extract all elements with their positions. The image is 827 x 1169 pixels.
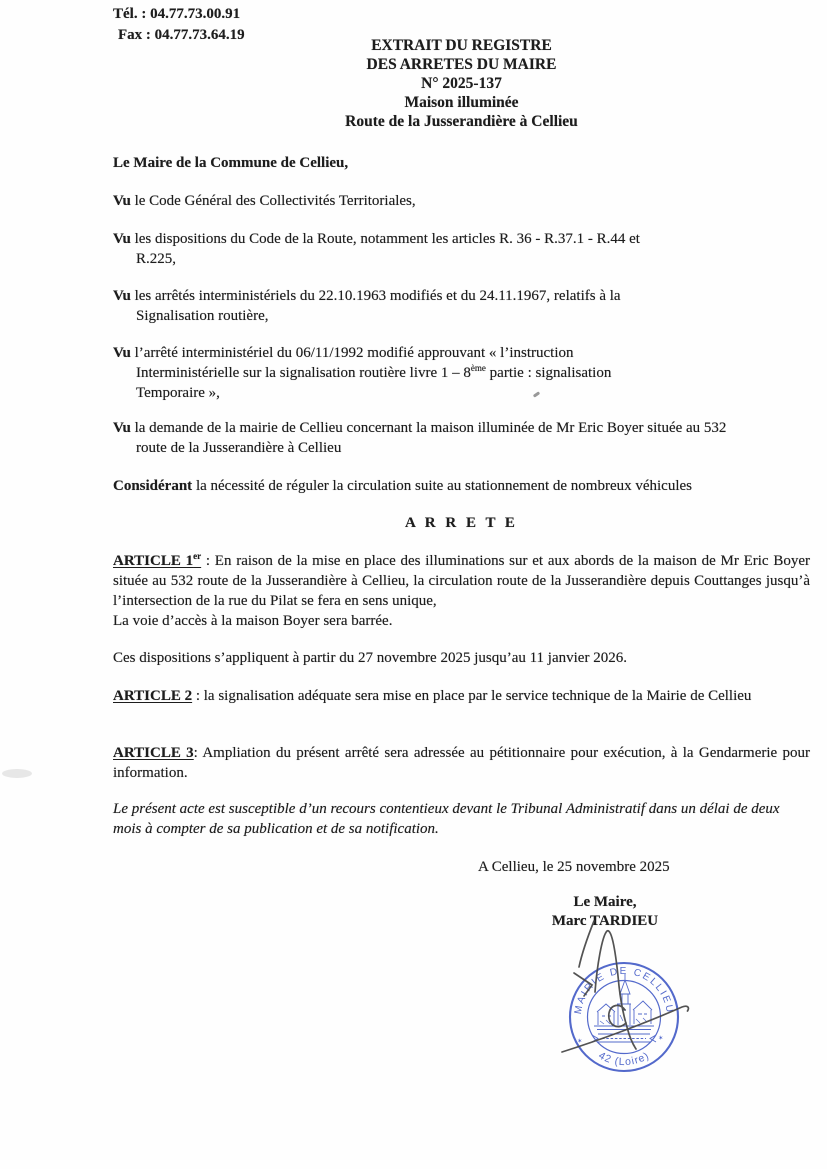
salutation: Le Maire de la Commune de Cellieu,	[113, 155, 349, 171]
star-icon: ✶	[577, 1038, 583, 1045]
fax-line: Fax : 04.77.73.64.19	[118, 27, 245, 43]
article-2-text: : la signalisation adéquate sera mise en place par le service technique de la Mairie de Cellieu	[192, 688, 752, 704]
article-1-access-line: La voie d’accès à la maison Boyer sera barrée.	[113, 613, 393, 629]
title-line-registre: EXTRAIT DU REGISTRE	[371, 37, 552, 54]
place-date-line: A Cellieu, le 25 novembre 2025	[478, 859, 670, 875]
article-1-text: : En raison de la mise en place des illuminations sur et aux abords de la maison de Mr Eric Boyer située au 532 route de la Jusserandière à Cellieu, la circulation route de la Jusserandière depuis Couttanges jusqu’à l’intersection de la rue du Pilat se fera en sens unique,	[113, 553, 811, 609]
vu-text: la demande de la mairie de Cellieu concernant la maison illuminée de Mr Eric Boyer située au 532	[130, 420, 727, 436]
star-icon: ✶	[658, 1035, 664, 1042]
ordinal-superscript: ème	[470, 363, 486, 373]
vu-text-continuation: R.225,	[136, 251, 177, 267]
vu-text-continuation: Interministérielle sur la signalisation routière livre 1 – 8	[136, 365, 471, 381]
article-2-label: ARTICLE 2	[113, 688, 193, 704]
vu-text-continuation: Temporaire »,	[136, 385, 220, 401]
crest-ground-lines	[594, 1026, 654, 1030]
title-block	[113, 36, 810, 131]
signature-stroke	[595, 931, 636, 1049]
vu-lead: Vu	[113, 288, 131, 304]
stamp-top-text: MAIRIE DE CELLIEU	[572, 965, 676, 1015]
article-3-text: : Ampliation du présent arrêté sera adressée au pétitionnaire pour exécution, à la Gendarmerie pour information.	[113, 745, 810, 781]
vu-lead: Vu	[113, 231, 131, 247]
ordinal-superscript: er	[193, 551, 202, 561]
vu-clause-5	[113, 418, 827, 458]
vu-clause-1	[113, 191, 827, 211]
vu-text: l’arrêté interministériel du 06/11/1992 modifié approuvant « l’instruction	[130, 345, 574, 361]
considerant-text: la nécessité de réguler la circulation suite au stationnement de nombreux véhicules	[192, 478, 693, 494]
vu-clause-4	[113, 343, 827, 403]
vu-clause-2	[113, 229, 827, 269]
recours-notice: Le présent acte est susceptible d’un recours contentieux devant le Tribunal Administratif dans un délai de deux mois à compter de sa publication et de sa notification.	[113, 801, 780, 837]
phone-line: Tél. : 04.77.73.00.91	[113, 6, 241, 22]
title-line-number: N° 2025-137	[421, 75, 502, 92]
considerant-clause	[113, 476, 810, 496]
arrete-heading: A R R E T E	[405, 515, 518, 531]
vu-text: le Code Général des Collectivités Territoriales,	[130, 193, 416, 209]
vu-lead: Vu	[113, 420, 131, 436]
article-1-paragraph	[113, 551, 810, 611]
vu-lead: Vu	[113, 345, 131, 361]
vu-text: les dispositions du Code de la Route, notamment les articles R. 36 - R.37.1 - R.44 et	[130, 231, 640, 247]
dispositions-line: Ces dispositions s’appliquent à partir du 27 novembre 2025 jusqu’au 11 janvier 2026.	[113, 650, 627, 666]
signer-name: Marc TARDIEU	[551, 913, 659, 929]
article-3-label: ARTICLE 3	[113, 745, 194, 761]
signature-stroke	[579, 921, 594, 967]
vu-text-continuation: Signalisation routière,	[136, 308, 269, 324]
article-2-paragraph	[113, 686, 810, 706]
article-label-text: ARTICLE 1	[113, 553, 194, 569]
vu-text-continuation: partie : signalisation	[485, 365, 612, 381]
title-line-arretes: DES ARRETES DU MAIRE	[366, 56, 557, 73]
title-line-route: Route de la Jusserandière à Cellieu	[345, 113, 578, 130]
signer-title: Le Maire,	[573, 894, 637, 910]
vu-text-continuation: route de la Jusserandière à Cellieu	[136, 440, 342, 456]
vu-lead: Vu	[113, 193, 131, 209]
title-line-objet: Maison illuminée	[404, 94, 519, 111]
stamp-and-signature	[545, 908, 705, 1083]
vu-text: les arrêtés interministériels du 22.10.1963 modifiés et du 24.11.1967, relatifs à la	[130, 288, 621, 304]
article-3-paragraph	[113, 743, 810, 783]
considerant-lead: Considérant	[113, 478, 193, 494]
vu-clause-3	[113, 286, 827, 326]
stamp-bottom-text: 42 (Loire)	[596, 1049, 652, 1069]
scan-smudge	[2, 769, 32, 778]
article-1-label	[113, 553, 201, 569]
